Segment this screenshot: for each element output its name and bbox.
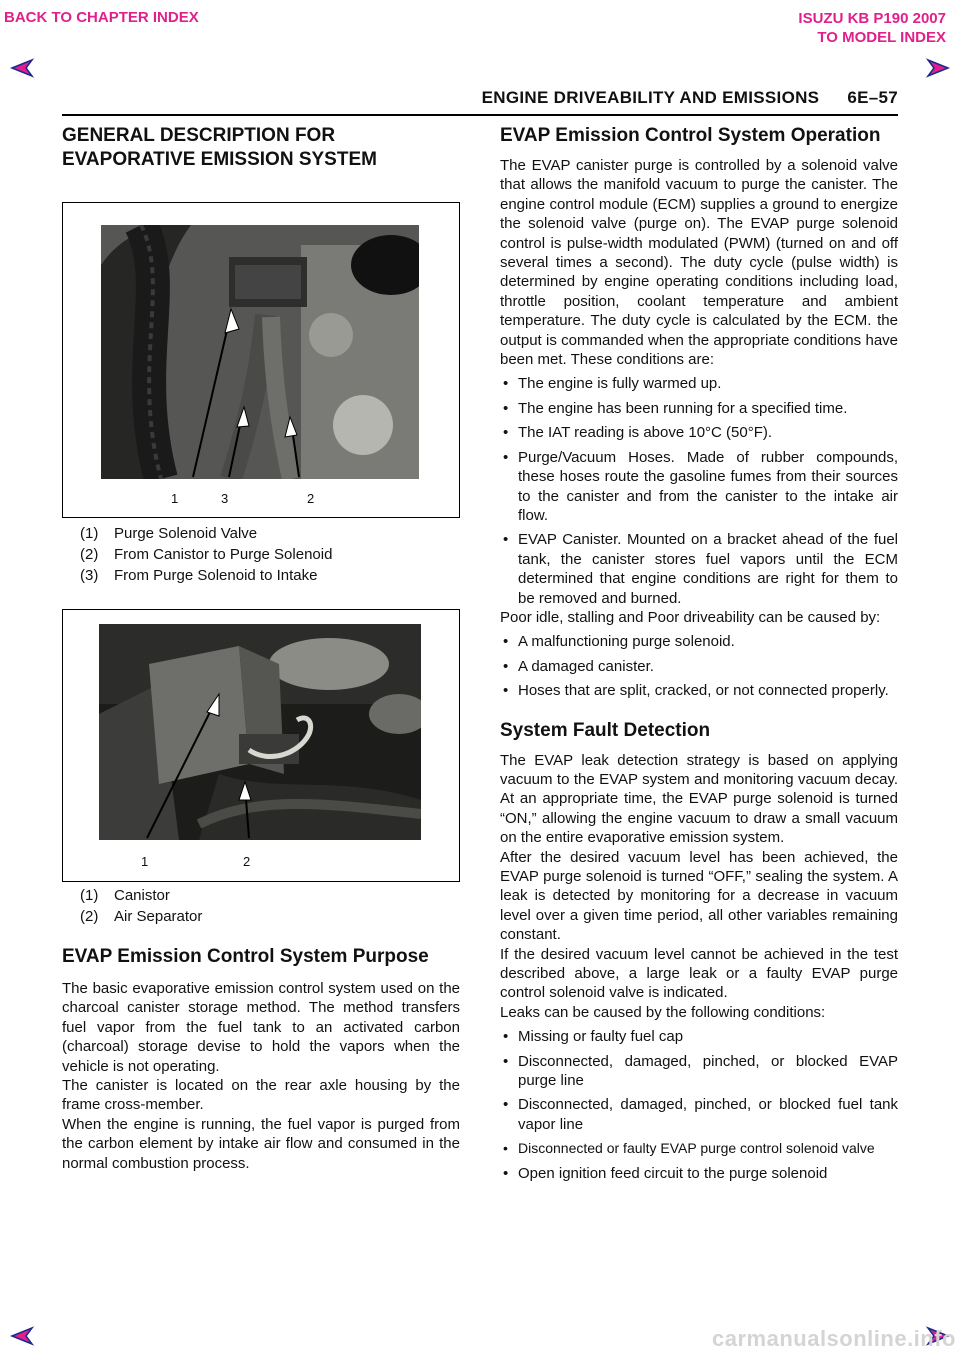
section-heading: GENERAL DESCRIPTION FOR EVAPORATIVE EMISSION SYSTEM [62, 125, 377, 170]
list-item: • Hoses that are split, cracked, or not connected properly. [503, 682, 889, 700]
model-index-link[interactable] [798, 9, 946, 47]
list-item: • The engine has been running for a specified time. [503, 399, 848, 417]
list-item: • EVAP Canister. Mounted on a bracket ahead of the fuel tank, the canister stores fuel vapors until the ECM determined that engine conditions are right for them to be removed and burned. [503, 531, 898, 607]
causes-list [500, 632, 898, 700]
list-item: • Purge/Vacuum Hoses. Made of rubber compounds, these hoses route the gasoline fumes from their sources to the canister and from the canister to the intake air flow. [503, 448, 898, 524]
next-page-arrow-icon[interactable] [922, 58, 950, 78]
header-title: ENGINE DRIVEABILITY AND EMISSIONS 6E–57 [481, 88, 898, 107]
purpose-paragraph: The basic evaporative emission control system used on the charcoal canister storage method. The method transfers fuel vapor from the fuel tank to an activated carbon (charcoal) storage devise to hold the vapors when the vehicle is not operating. [62, 980, 460, 1075]
leaks-list [500, 1027, 898, 1183]
canister-photo [99, 624, 421, 840]
purge-solenoid-photo [101, 225, 419, 479]
purpose-heading: EVAP Emission Control System Purpose [62, 946, 429, 967]
list-item: • Disconnected, damaged, pinched, or blocked fuel tank vapor line [503, 1096, 898, 1133]
previous-page-arrow-bottom-icon[interactable] [10, 1326, 38, 1346]
list-item: • Disconnected, damaged, pinched, or blocked EVAP purge line [503, 1052, 898, 1090]
figure-canister [62, 609, 460, 882]
callout-1: 1 [141, 854, 149, 869]
callout-2: 2 [243, 854, 251, 869]
legend-item: (2) From Canistor to Purge Solenoid [80, 546, 333, 563]
fault-paragraph: If the desired vacuum level cannot be achieved in the test described above, a large leak or a faulty EVAP purge control solenoid valve is indicated. [500, 945, 898, 1002]
figure-purge-solenoid [62, 202, 460, 518]
vehicle-label: ISUZU KB P190 2007 [798, 10, 946, 27]
previous-page-arrow-icon[interactable] [10, 58, 38, 78]
purpose-paragraph: The canister is located on the rear axle housing by the frame cross-member. [62, 1077, 460, 1114]
conditions-list [500, 374, 898, 607]
list-item: • The IAT reading is above 10°C (50°F). [503, 424, 773, 442]
operation-paragraph: The EVAP canister purge is controlled by a solenoid valve that allows the manifold vacuum to purge the canister. The engine control module (ECM) supplies a ground to energize the solenoid valve (purge on). The EVAP purge solenoid control is pulse-width modulated (PWM) (turned on and off several times a second). The duty cycle (pulse width) is determined by engine operating conditions including load, throttle position, coolant temperature and ambient temperature. The duty cycle is calculated by the ECM. the output is commanded when the appropriate conditions have been met. These conditions are: [500, 157, 898, 369]
fault-paragraph: The EVAP leak detection strategy is based on applying vacuum to the EVAP system and monitoring vacuum decay. At an appropriate time, the EVAP purge solenoid is turned “ON,” allowing the engine vacuum to draw a small vacuum on the entire evaporative emission system. [500, 751, 898, 847]
page-number: 6E–57 [847, 88, 898, 107]
callout-1: 1 [171, 491, 179, 506]
figure1-legend [62, 523, 460, 586]
fault-paragraph: Leaks can be caused by the following conditions: [500, 1003, 826, 1021]
list-item: • A damaged canister. [503, 657, 654, 675]
causes-intro: Poor idle, stalling and Poor driveability can be caused by: [500, 608, 881, 626]
back-to-chapter-index-link[interactable]: BACK TO CHAPTER INDEX [4, 9, 199, 26]
fault-detection-heading: System Fault Detection [500, 719, 711, 741]
to-model-index-label: TO MODEL INDEX [817, 29, 946, 46]
legend-item: (1) Canistor [80, 887, 170, 904]
legend-item: (2) Air Separator [80, 908, 203, 925]
list-item: • Open ignition feed circuit to the purge solenoid [503, 1164, 828, 1182]
purpose-paragraph: When the engine is running, the fuel vapor is purged from the carbon element by intake air flow and consumed in the normal combustion process. [62, 1115, 460, 1172]
list-item: • A malfunctioning purge solenoid. [503, 633, 735, 651]
legend-item: (1) Purge Solenoid Valve [80, 525, 258, 542]
operation-heading: EVAP Emission Control System Operation [500, 125, 881, 146]
fault-paragraph: After the desired vacuum level has been achieved, the EVAP purge solenoid is turned “OFF,” sealing the system. A leak is detected by monitoring for a decrease in vacuum level over a given time period, all other variables remaining constant. [500, 848, 898, 944]
list-item: • Missing or faulty fuel cap [503, 1028, 684, 1046]
callout-2: 2 [307, 491, 315, 506]
legend-item: (3) From Purge Solenoid to Intake [80, 567, 318, 584]
left-column [62, 124, 460, 1173]
list-item: • The engine is fully warmed up. [503, 375, 722, 393]
watermark-logo: carmanualsonline.info [712, 1326, 956, 1351]
list-item: • Disconnected or faulty EVAP purge control solenoid valve [503, 1140, 875, 1157]
figure2-legend [62, 885, 460, 927]
callout-3: 3 [221, 491, 229, 506]
page-header [62, 88, 898, 116]
right-column [500, 124, 898, 1183]
